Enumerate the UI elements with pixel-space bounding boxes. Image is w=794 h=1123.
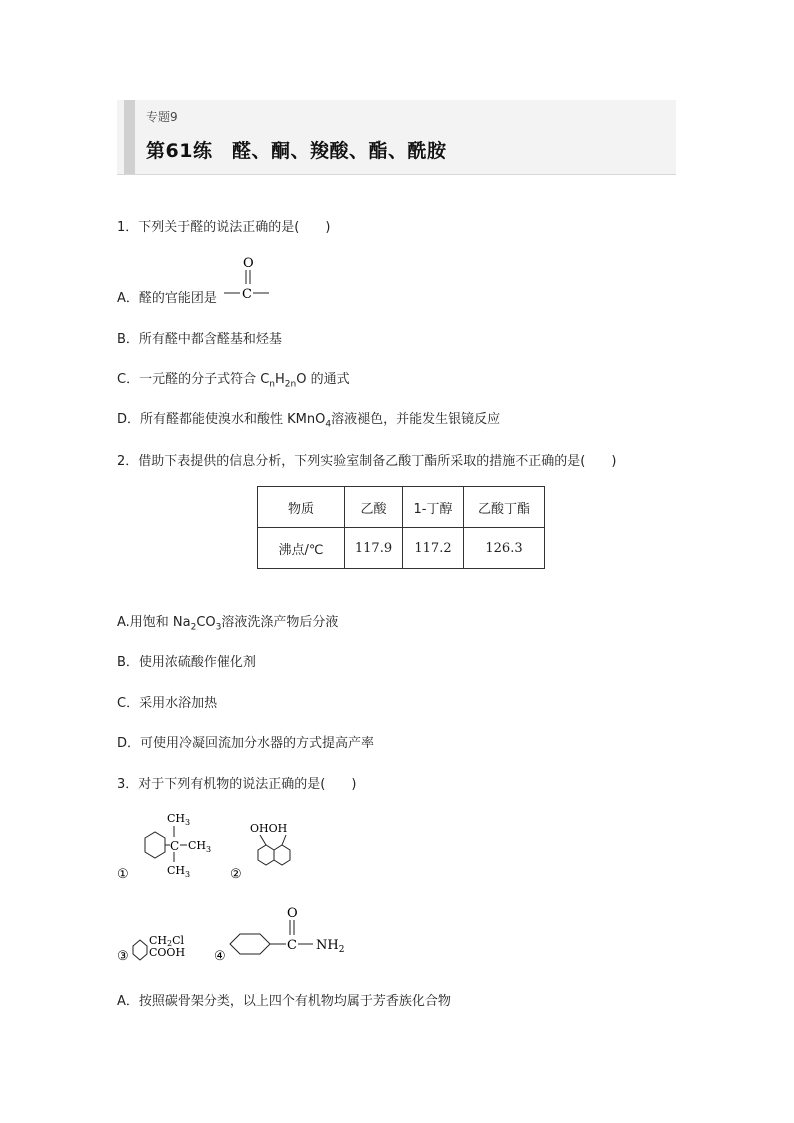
page-title: 第61练 醛、酮、羧酸、酯、酰胺 [146,140,447,162]
table-header-cell: 1-丁醇 [403,487,464,528]
q2-option-b: B．使用浓硫酸作催化剂 [117,655,256,670]
table-header-row [258,487,545,528]
q1-stem: 1．下列关于醛的说法正确的是( ) [117,220,331,235]
quaternary-carbon: C [170,839,180,853]
boiling-point-table [257,486,545,569]
carbonyl-structure [222,252,274,302]
amino-group: $NH_2$ [316,938,345,955]
hydroxyl-groups: OHOH [250,822,288,835]
structure-3-benzoic-acid-derivative [115,928,210,968]
q3-stem: 3．对于下列有机物的说法正确的是( ) [117,777,357,792]
carboxyl-group: COOH [149,946,186,959]
structure-label: ④ [214,949,226,964]
q2-option-a: A.用饱和 $Na_2CO_3$溶液洗涤产物后分液 [117,615,339,633]
table-cell: 126.3 [464,528,545,569]
methyl-top: $CH_3$ [167,812,191,827]
structure-label: ① [117,867,129,882]
q2-option-c: C．采用水浴加热 [117,696,218,711]
structure-2-naphthalenediol [228,818,303,888]
q1-option-c: C．一元醛的分子式符合 $C_nH_{2n}O$ 的通式 [117,372,350,390]
methyl-bottom: $CH_3$ [167,864,191,879]
methyl-right: $CH_3$ [188,839,212,854]
structure-label: ③ [117,949,129,964]
header-accent-bar [124,100,135,174]
table-header-cell: 乙酸丁酯 [464,487,545,528]
table-header-cell: 物质 [258,487,345,528]
amide-oxygen: O [287,906,298,921]
q2-option-d: D．可使用冷凝回流加分水器的方式提高产率 [117,736,375,751]
q2-stem: 2．借助下表提供的信息分析，下列实验室制备乙酸丁酯所采取的措施不正确的是( ) [117,454,617,469]
chloromethyl-group: CH2Cl [149,934,185,948]
table-cell: 沸点/℃ [258,528,345,569]
structure-4-benzamide [212,902,357,968]
topic-label: 专题9 [146,110,178,124]
q1-option-b: B．所有醛中都含醛基和烃基 [117,332,282,347]
amide-carbon: C [287,938,297,953]
q1-option-a-text: A．醛的官能团是 [117,291,217,306]
table-cell: 117.2 [403,528,464,569]
table-row [258,528,545,569]
structure-label: ② [230,867,242,882]
q1-option-a [117,287,217,306]
carbonyl-oxygen: O [243,256,254,271]
table-cell: 117.9 [345,528,403,569]
q1-option-d: D．所有醛都能使溴水和酸性 KMnO$_4$溶液褪色，并能发生银镜反应 [117,412,501,430]
table-header-cell: 乙酸 [345,487,403,528]
structure-1-tert-butylcyclohexane [115,808,225,888]
carbonyl-carbon: C [242,287,252,302]
q3-option-a: A．按照碳骨架分类，以上四个有机物均属于芳香族化合物 [117,994,451,1009]
